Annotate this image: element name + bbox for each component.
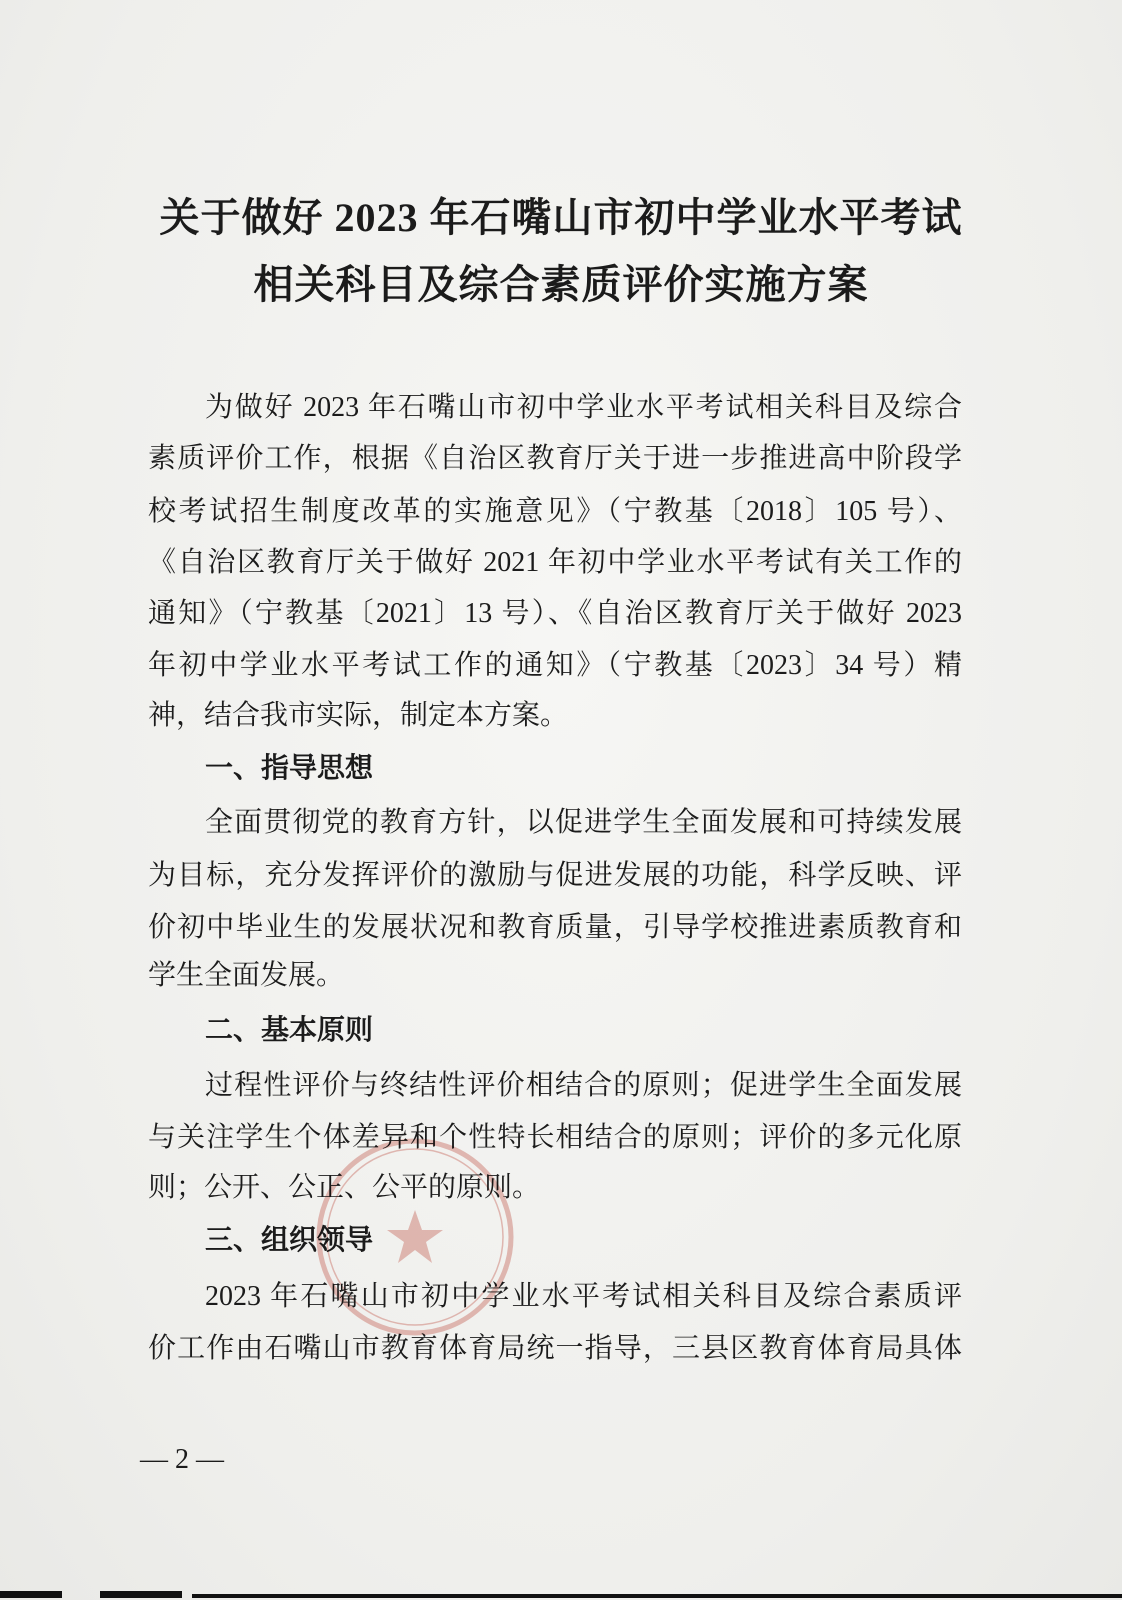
paragraph-line: 《自治区教育厅关于做好 2021 年初中学业水平考试有关工作的 [148, 547, 962, 578]
paragraph-line: 通知》（宁教基〔2021〕13 号）、《自治区教育厅关于做好 2023 [148, 598, 962, 629]
paragraph-line: 素质评价工作，根据《自治区教育厅关于进一步推进高中阶段学 [148, 443, 962, 474]
section-heading: 一、指导思想 [205, 752, 374, 783]
paragraph-line: 神，结合我市实际，制定本方案。 [148, 700, 569, 731]
seal-star-icon [387, 1210, 443, 1263]
scan-edge [0, 1588, 1122, 1600]
paragraph-line: 价初中毕业生的发展状况和教育质量，引导学校推进素质教育和 [148, 912, 962, 943]
document-title-line-2: 相关科目及综合素质评价实施方案 [253, 262, 869, 307]
paragraph-line: 价工作由石嘴山市教育体育局统一指导，三县区教育体育局具体 [148, 1333, 962, 1364]
paragraph-line: 为做好 2023 年石嘴山市初中学业水平考试相关科目及综合 [205, 392, 962, 423]
document-title-line-1: 关于做好 2023 年石嘴山市初中学业水平考试 [159, 195, 963, 240]
paragraph-line: 与关注学生个体差异和个性特长相结合的原则；评价的多元化原 [148, 1122, 962, 1153]
paragraph-line: 则；公开、公正、公平的原则。 [148, 1172, 541, 1203]
section-heading: 二、基本原则 [205, 1014, 374, 1045]
section-heading: 三、组织领导 [205, 1224, 374, 1255]
page-number: — 2 — [140, 1444, 224, 1475]
paragraph-line: 年初中学业水平考试工作的通知》（宁教基〔2023〕34 号）精 [148, 650, 962, 681]
paragraph-line: 2023 年石嘴山市初中学业水平考试相关科目及综合素质评 [205, 1281, 962, 1312]
paragraph-line: 学生全面发展。 [148, 960, 345, 991]
paragraph-line: 为目标，充分发挥评价的激励与促进发展的功能，科学反映、评 [148, 860, 962, 891]
paragraph-line: 过程性评价与终结性评价相结合的原则；促进学生全面发展 [205, 1070, 962, 1101]
paragraph-line: 全面贯彻党的教育方针，以促进学生全面发展和可持续发展 [205, 807, 962, 838]
paragraph-line: 校考试招生制度改革的实施意见》（宁教基〔2018〕105 号）、 [148, 496, 962, 527]
